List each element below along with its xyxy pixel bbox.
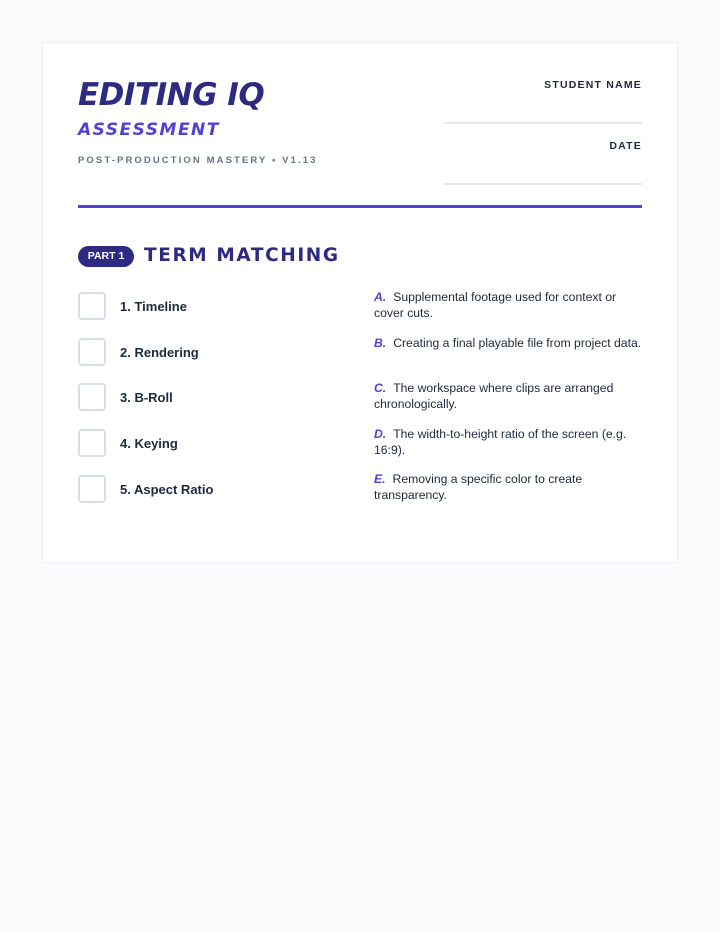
definition-item [374, 336, 644, 352]
part-badge: PART 1 [78, 246, 134, 267]
term-label: 3. B-Roll [120, 389, 173, 405]
definition-letter: E. [374, 472, 386, 486]
answer-box[interactable] [78, 383, 106, 411]
definition-item [374, 290, 644, 321]
definition-item [374, 381, 644, 412]
assessment-sheet [43, 43, 677, 562]
definition-letter: A. [374, 290, 387, 304]
definition-letter: D. [374, 427, 387, 441]
answer-box[interactable] [78, 429, 106, 457]
term-label: 2. Rendering [120, 344, 199, 360]
section-title: TERM MATCHING [144, 245, 340, 266]
page-subtitle: ASSESSMENT [78, 120, 220, 140]
definition-text: Removing a specific color to create transparency. [374, 472, 583, 502]
answer-box[interactable] [78, 338, 106, 366]
student-name-field[interactable] [444, 122, 642, 124]
term-item [78, 338, 199, 366]
term-item [78, 383, 173, 411]
answer-box[interactable] [78, 292, 106, 320]
date-field[interactable] [444, 183, 642, 185]
term-label: 4. Keying [120, 435, 178, 451]
tagline: POST-PRODUCTION MASTERY • V1.13 [78, 155, 318, 166]
definition-text: The workspace where clips are arranged chronologically. [374, 381, 614, 411]
definition-letter: C. [374, 381, 387, 395]
page-title: EDITING IQ [78, 77, 265, 113]
definition-item [374, 427, 644, 458]
term-item [78, 292, 187, 320]
definition-letter: B. [374, 336, 387, 350]
definition-text: Creating a final playable file from project data. [393, 336, 642, 350]
definition-text: Supplemental footage used for context or cover cuts. [374, 290, 617, 320]
date-label: DATE [609, 140, 642, 152]
answer-box[interactable] [78, 475, 106, 503]
student-name-label: STUDENT NAME [544, 79, 642, 91]
term-label: 1. Timeline [120, 298, 187, 314]
term-item [78, 429, 178, 457]
definition-item [374, 472, 644, 503]
term-item [78, 475, 213, 503]
header-divider [78, 205, 642, 208]
term-label: 5. Aspect Ratio [120, 481, 214, 497]
definition-text: The width-to-height ratio of the screen (e.g. 16:9). [374, 427, 627, 457]
